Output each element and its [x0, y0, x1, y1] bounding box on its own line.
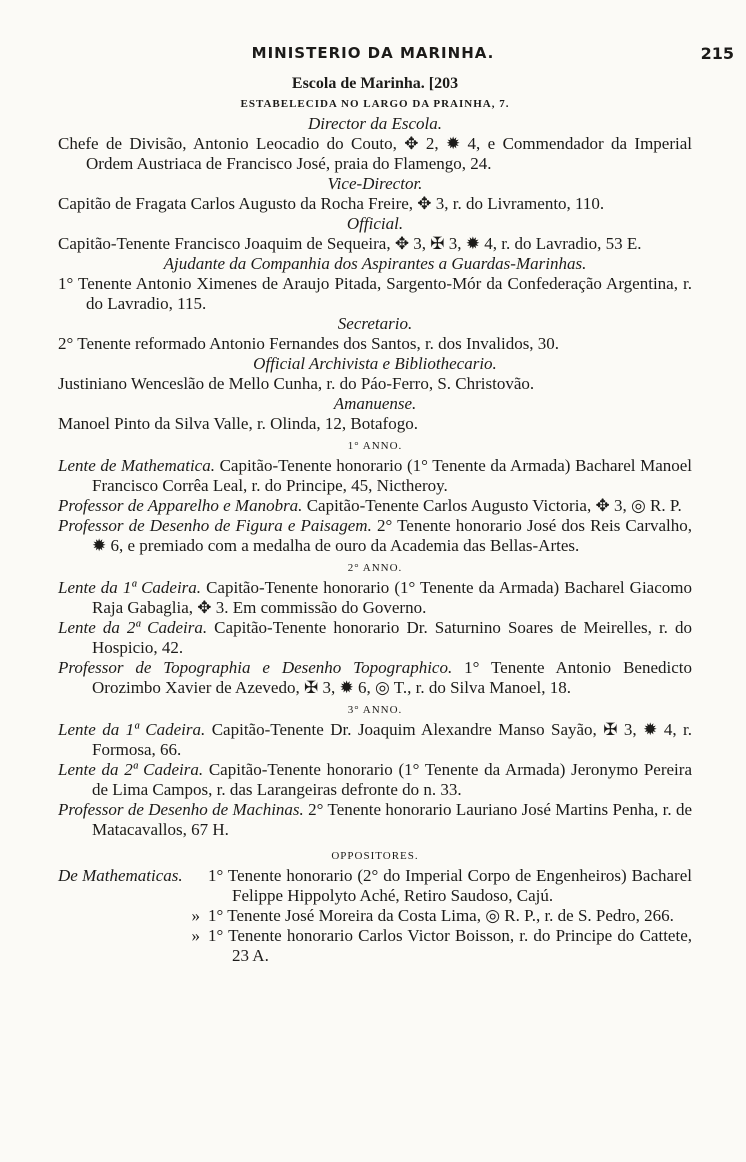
ajudante-title: Ajudante da Companhia dos Aspirantes a Guardas-Marinhas.: [163, 254, 587, 273]
year3-entry: Professor de Desenho de Machinas. 2° Tenente honorario Lauriano José Martins Penha, r. de Matacavallos, 67 H.: [58, 800, 692, 839]
year2-entry: Lente da 2ª Cadeira. Capitão-Tenente honorario Dr. Saturnino Soares de Meirelles, r. do Hospicio, 42.: [58, 618, 692, 657]
archivista-entry: Justiniano Wenceslão de Mello Cunha, r. do Páo-Ferro, S. Christovão.: [58, 374, 535, 393]
page-number: 215: [700, 44, 734, 63]
oppositor-entry: » 1° Tenente José Moreira da Costa Lima, ◎ R. P., r. de S. Pedro, 266.: [58, 906, 692, 926]
year1-entry: Professor de Desenho de Figura e Paisagem. 2° Tenente honorario José dos Reis Carvalho, ✹ 6, e premiado com a medalha de ouro da Academia das Bellas-Artes.: [58, 516, 692, 555]
archivista-title: Official Archivista e Bibliothecario.: [253, 354, 497, 373]
oppositor-entry: » 1° Tenente honorario Carlos Victor Boisson, r. do Principe do Cattete, 23 A.: [58, 926, 692, 966]
year1-title: 1° ANNO.: [347, 440, 403, 452]
director-entry: Chefe de Divisão, Antonio Leocadio do Couto, ✥ 2, ✹ 4, e Commendador da Imperial Ordem Austriaca de Francisco José, praia do Flamengo, 24.: [58, 134, 692, 173]
year2-entry: Professor de Topographia e Desenho Topographico. 1° Tenente Antonio Benedicto Orozimbo Xavier de Azevedo, ✠ 3, ✹ 6, ◎ T., r. do Silva Manoel, 18.: [58, 658, 692, 697]
amanuense-title: Amanuense.: [333, 394, 417, 413]
secretario-title: Secretario.: [337, 314, 413, 333]
oppositores-title: OPPOSITORES.: [331, 850, 419, 862]
page-body: [58, 74, 692, 966]
vice-director-title: Vice-Director.: [327, 174, 423, 193]
year3-entry: Lente da 2ª Cadeira. Capitão-Tenente honorario (1° Tenente da Armada) Jeronymo Pereira de Lima Campos, r. das Larangeiras defronte do n. 33.: [58, 760, 692, 799]
oppositor-entry: De Mathematicas. 1° Tenente honorario (2° do Imperial Corpo de Engenheiros) Bacharel Felippe Hippolyto Aché, Retiro Saudoso, Cajú.: [58, 866, 692, 905]
year2-title: 2° ANNO.: [347, 562, 403, 574]
director-title: Director da Escola.: [308, 114, 442, 133]
ditto-mark: »: [191, 926, 200, 945]
vice-director-entry: Capitão de Fragata Carlos Augusto da Rocha Freire, ✥ 3, r. do Livramento, 110.: [58, 194, 605, 213]
oppositores-label: De Mathematicas.: [58, 866, 183, 885]
secretario-entry: 2° Tenente reformado Antonio Fernandes dos Santos, r. dos Invalidos, 30.: [58, 334, 560, 353]
year1-entry: Lente de Mathematica. Capitão-Tenente honorario (1° Tenente da Armada) Bacharel Manoel Francisco Corrêa Leal, r. do Principe, 45, Nictheroy.: [58, 456, 693, 495]
year3-title: 3° ANNO.: [347, 704, 403, 716]
school-title: Escola de Marinha.: [291, 75, 425, 92]
official-title: Official.: [346, 214, 404, 233]
school-heading: [58, 74, 692, 94]
amanuense-entry: Manoel Pinto da Silva Valle, r. Olinda, 12, Botafogo.: [58, 414, 418, 433]
ditto-mark: »: [191, 906, 200, 925]
running-header: MINISTERIO DA MARINHA.: [251, 44, 495, 62]
year2-entry: Lente da 1ª Cadeira. Capitão-Tenente honorario (1° Tenente da Armada) Bacharel Giacomo Raja Gabaglia, ✥ 3. Em commissão do Governo.: [58, 578, 692, 617]
year3-entry: Lente da 1ª Cadeira. Capitão-Tenente Dr. Joaquim Alexandre Manso Sayão, ✠ 3, ✹ 4, r. Formosa, 66.: [58, 720, 692, 759]
school-ref: [203: [428, 75, 459, 92]
school-location: ESTABELECIDA NO LARGO DA PRAINHA, 7.: [240, 98, 510, 110]
official-entry: Capitão-Tenente Francisco Joaquim de Sequeira, ✥ 3, ✠ 3, ✹ 4, r. do Lavradio, 53 E.: [58, 234, 642, 253]
year1-entry: Professor de Apparelho e Manobra. Capitão-Tenente Carlos Augusto Victoria, ✥ 3, ◎ R. P.: [58, 496, 682, 515]
ajudante-entry: 1° Tenente Antonio Ximenes de Araujo Pitada, Sargento-Mór da Confederação Argentina, r. do Lavradio, 115.: [58, 274, 692, 313]
